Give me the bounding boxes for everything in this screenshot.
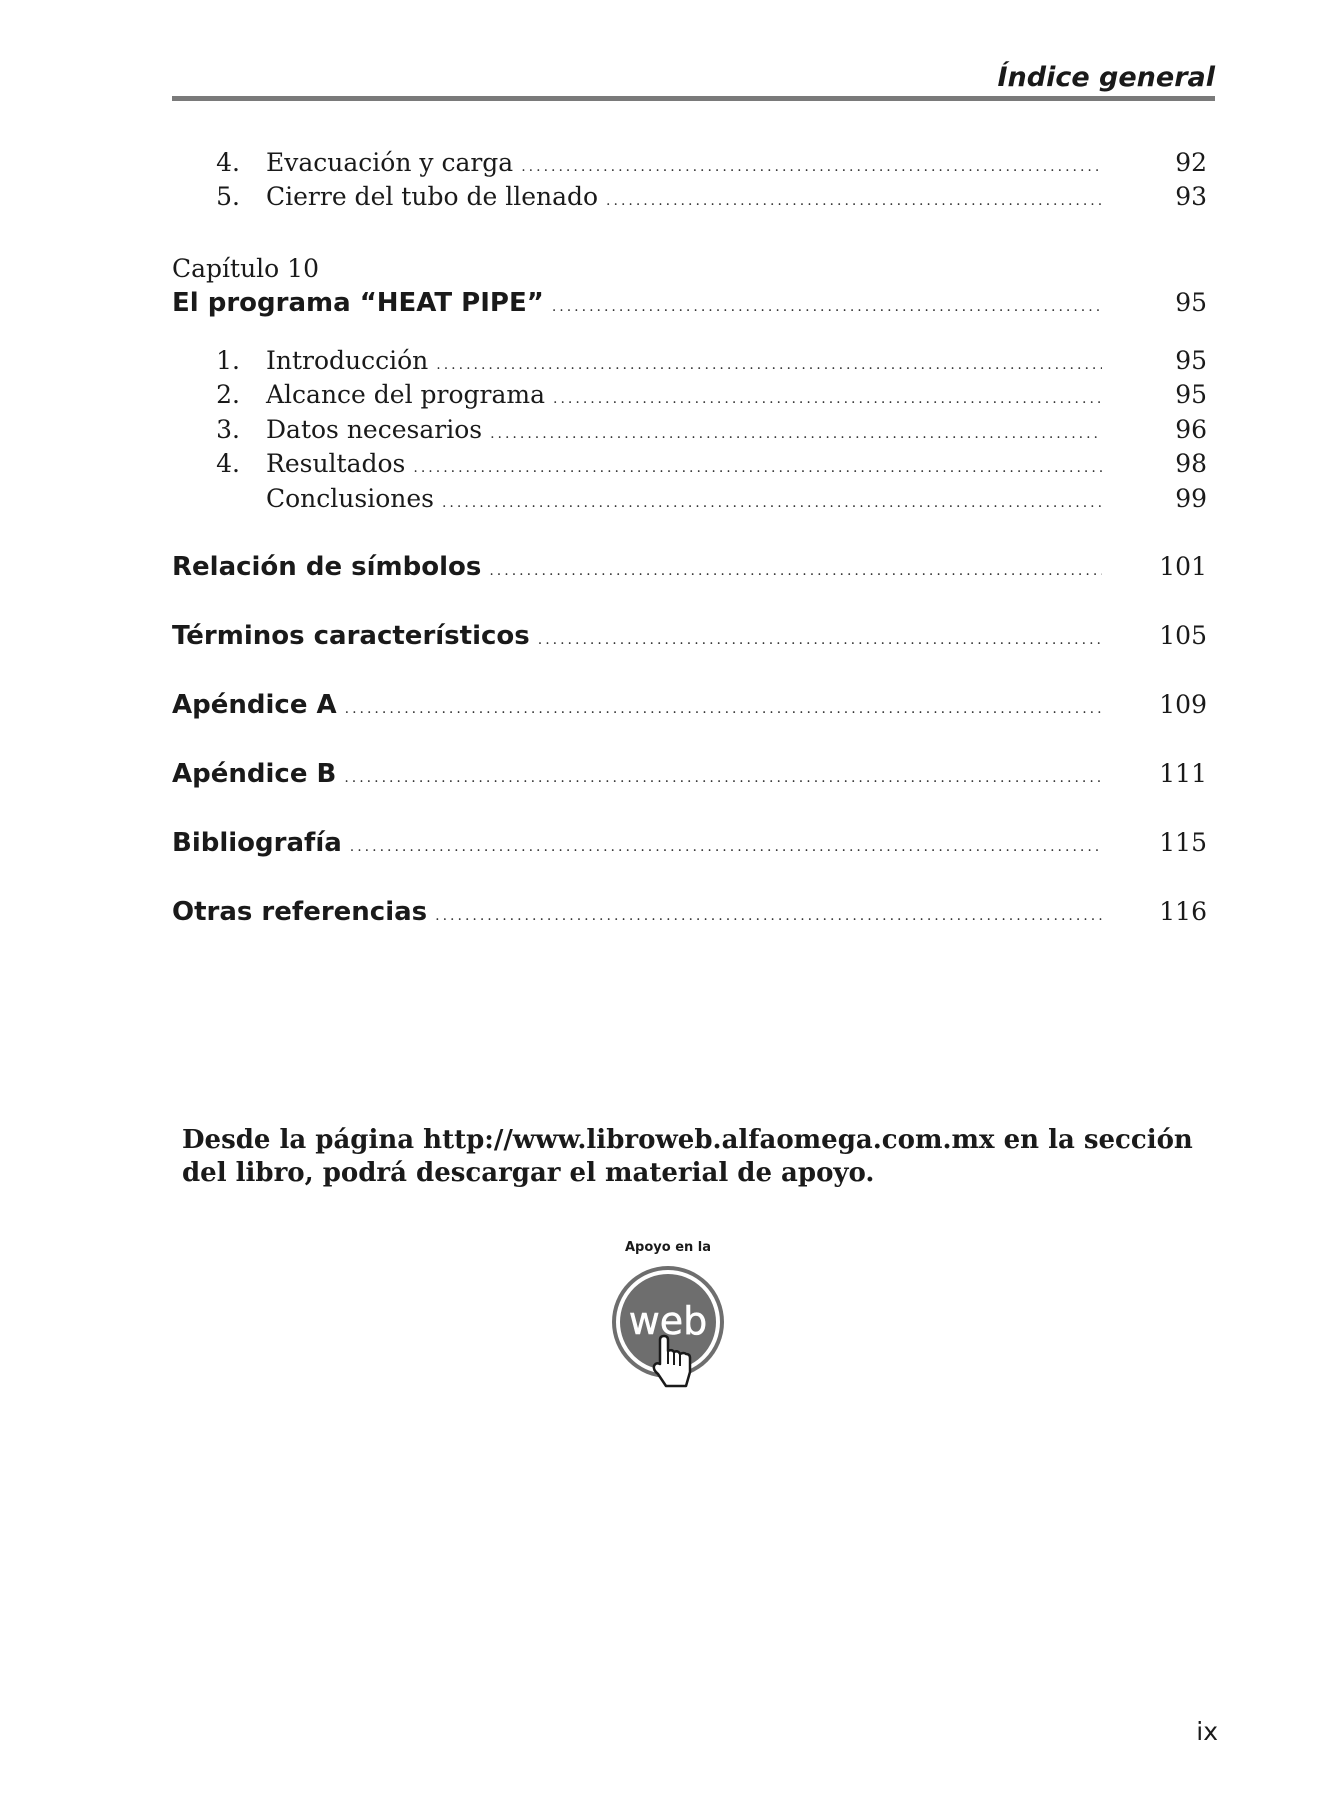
dot-leader xyxy=(435,908,1102,924)
toc-entry-title: Conclusiones xyxy=(266,484,434,513)
toc-entry-page: 95 xyxy=(1175,380,1207,409)
toc-entry-number: 4. xyxy=(216,148,240,177)
toc-entry-page: 116 xyxy=(1159,897,1207,926)
web-support-badge[interactable] xyxy=(598,1240,738,1400)
toc-entry-title: Bibliografía xyxy=(172,828,342,858)
dot-leader xyxy=(413,460,1102,476)
toc-entry-page: 105 xyxy=(1159,621,1207,650)
toc-entry-number: 1. xyxy=(216,346,240,375)
dot-leader xyxy=(442,495,1102,511)
toc-entry-title: Alcance del programa xyxy=(266,380,546,409)
toc-entry[interactable] xyxy=(172,148,1207,182)
toc-entry-title: Introducción xyxy=(266,346,429,375)
toc-entry-page: 93 xyxy=(1175,182,1207,211)
toc-entry-title: Apéndice B xyxy=(172,759,337,789)
dot-leader xyxy=(606,193,1102,209)
download-notice-line: del libro, podrá descargar el material de apoyo. xyxy=(182,1158,875,1188)
toc-entry[interactable] xyxy=(172,415,1207,449)
toc-entry-page: 101 xyxy=(1159,552,1207,581)
toc-entry-title: Otras referencias xyxy=(172,897,428,927)
running-header-title: Índice general xyxy=(997,62,1215,93)
toc-back-matter-entry[interactable] xyxy=(172,621,1207,655)
toc-entry-number: 3. xyxy=(216,415,240,444)
dot-leader xyxy=(553,391,1102,407)
download-notice xyxy=(182,1124,1193,1190)
web-badge-caption: Apoyo en la xyxy=(624,1240,712,1255)
toc-entry[interactable] xyxy=(172,449,1207,483)
dot-leader xyxy=(490,426,1102,442)
toc-entry-title: Resultados xyxy=(266,449,406,478)
toc-entry-number: 5. xyxy=(216,182,240,211)
dot-leader xyxy=(436,357,1102,373)
toc-back-matter-entry[interactable] xyxy=(172,552,1207,586)
dot-leader xyxy=(345,701,1102,717)
chapter-title: El programa “HEAT PIPE” xyxy=(172,288,544,318)
toc-entry[interactable] xyxy=(172,484,1207,518)
header-rule xyxy=(172,96,1215,101)
toc-entry-page: 92 xyxy=(1175,148,1207,177)
toc-entry-page: 99 xyxy=(1175,484,1207,513)
toc-entry-number: 2. xyxy=(216,380,240,409)
toc-entry-page: 109 xyxy=(1159,690,1207,719)
web-hand-cursor-icon xyxy=(608,1262,728,1392)
toc-entry-page: 96 xyxy=(1175,415,1207,444)
toc-entry-page: 95 xyxy=(1175,288,1207,317)
chapter-label: Capítulo 10 xyxy=(172,254,319,283)
dot-leader xyxy=(538,632,1102,648)
toc-entry[interactable] xyxy=(172,380,1207,414)
toc-back-matter-entry[interactable] xyxy=(172,897,1207,931)
toc-entry-title: Términos característicos xyxy=(172,621,530,651)
toc-entry-page: 95 xyxy=(1175,346,1207,375)
toc-entry-title: Apéndice A xyxy=(172,690,337,720)
toc-entry-title: Datos necesarios xyxy=(266,415,483,444)
dot-leader xyxy=(350,839,1102,855)
toc-entry[interactable] xyxy=(172,182,1207,216)
toc-chapter-entry[interactable] xyxy=(172,288,1207,322)
toc-entry-page: 98 xyxy=(1175,449,1207,478)
toc-entry-title: Relación de símbolos xyxy=(172,552,482,582)
toc-entry-title: Cierre del tubo de llenado xyxy=(266,182,599,211)
toc-entry-page: 115 xyxy=(1159,828,1207,857)
toc-entry-title: Evacuación y carga xyxy=(266,148,514,177)
toc-entry-number: 4. xyxy=(216,449,240,478)
toc-back-matter-entry[interactable] xyxy=(172,828,1207,862)
dot-leader xyxy=(489,563,1102,579)
toc-back-matter-entry[interactable] xyxy=(172,690,1207,724)
svg-text:web: web xyxy=(628,1299,708,1343)
toc-back-matter-entry[interactable] xyxy=(172,759,1207,793)
dot-leader xyxy=(552,299,1102,315)
download-notice-line: Desde la página http://www.libroweb.alfaomega.com.mx en la sección xyxy=(182,1125,1193,1155)
toc-entry[interactable] xyxy=(172,346,1207,380)
page-number: ix xyxy=(1196,1717,1218,1746)
dot-leader xyxy=(521,159,1102,175)
dot-leader xyxy=(344,770,1102,786)
toc-entry-page: 111 xyxy=(1159,759,1207,788)
